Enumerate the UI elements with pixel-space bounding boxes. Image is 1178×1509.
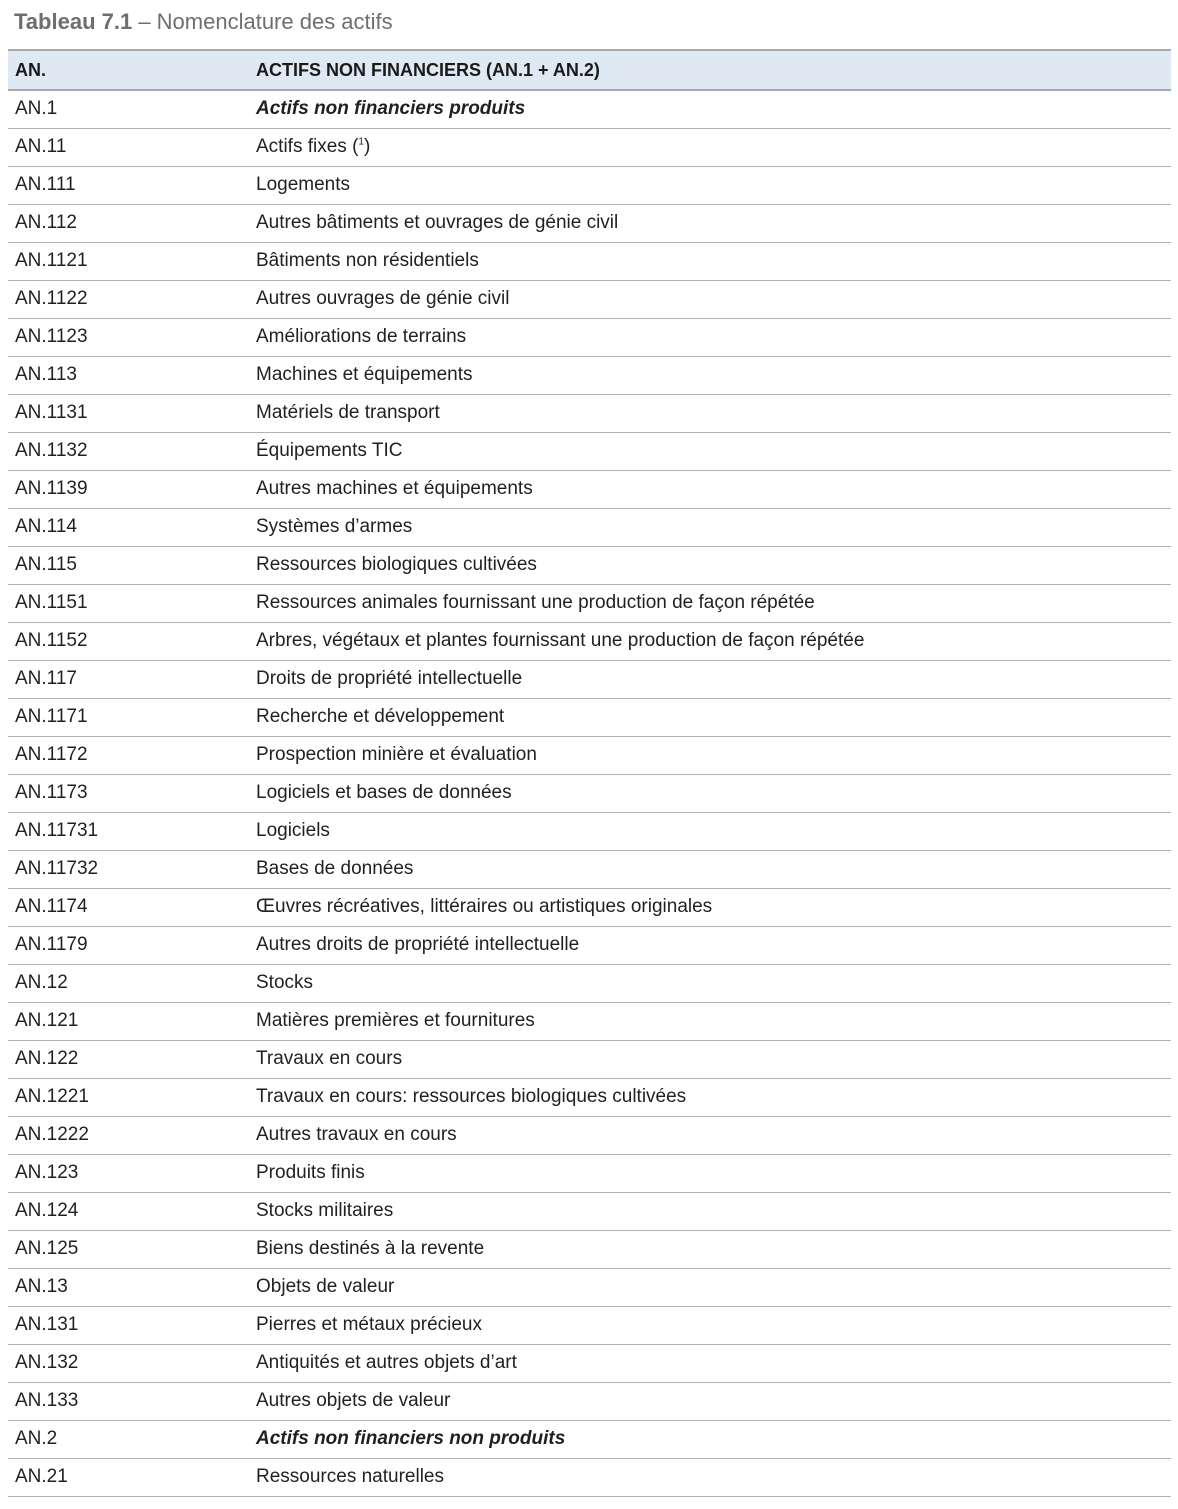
- row-label: [249, 736, 1171, 774]
- table-row: [8, 1192, 1171, 1230]
- row-code: AN.1122: [8, 280, 249, 318]
- table-row: [8, 888, 1171, 926]
- row-code: AN.11: [8, 128, 249, 166]
- row-label: [249, 964, 1171, 1002]
- row-label: [249, 1344, 1171, 1382]
- row-label-text: Matières premières et fournitures: [256, 1010, 535, 1031]
- table-row: [8, 1344, 1171, 1382]
- row-label-text: Ressources naturelles: [256, 1466, 444, 1487]
- row-label-text: Objets de valeur: [256, 1276, 395, 1297]
- row-label-text: Biens destinés à la revente: [256, 1238, 485, 1259]
- table-row: [8, 1230, 1171, 1268]
- row-label: [249, 166, 1171, 204]
- row-code: AN.1121: [8, 242, 249, 280]
- table-row: [8, 128, 1171, 166]
- row-code: AN.112: [8, 204, 249, 242]
- row-label: [249, 280, 1171, 318]
- row-label-text: Logiciels: [256, 820, 330, 841]
- row-label: [249, 660, 1171, 698]
- row-code: AN.1123: [8, 318, 249, 356]
- table-row: [8, 356, 1171, 394]
- row-label-text: Recherche et développement: [256, 706, 505, 727]
- table-row: [8, 242, 1171, 280]
- row-label: [249, 204, 1171, 242]
- row-label-text: Arbres, végétaux et plantes fournissant une production de façon répétée: [256, 630, 865, 651]
- row-label: [249, 1382, 1171, 1420]
- table-row: [8, 584, 1171, 622]
- row-code: AN.123: [8, 1154, 249, 1192]
- row-label-text: Autres objets de valeur: [256, 1390, 451, 1411]
- nomenclature-table: [8, 49, 1171, 1497]
- row-label: [249, 926, 1171, 964]
- row-label-text: Prospection minière et évaluation: [256, 744, 537, 765]
- row-code: AN.13: [8, 1268, 249, 1306]
- row-label-text: Ressources biologiques cultivées: [256, 554, 537, 575]
- row-code: AN.125: [8, 1230, 249, 1268]
- table-row: [8, 1306, 1171, 1344]
- row-label-text: Bâtiments non résidentiels: [256, 250, 479, 271]
- table-row: [8, 850, 1171, 888]
- row-label-text: Œuvres récréatives, littéraires ou artistiques originales: [256, 896, 713, 917]
- row-label: [249, 1458, 1171, 1496]
- row-label-text: Actifs non financiers non produits: [256, 1428, 566, 1449]
- table-row: [8, 1040, 1171, 1078]
- row-label-text: Antiquités et autres objets d’art: [256, 1352, 517, 1373]
- row-label-text: Autres bâtiments et ouvrages de génie civil: [256, 212, 619, 233]
- row-code: AN.1173: [8, 774, 249, 812]
- table-row: [8, 812, 1171, 850]
- table-row: [8, 1382, 1171, 1420]
- row-label-suffix: ): [363, 136, 371, 157]
- row-label-text: Produits finis: [256, 1162, 365, 1183]
- row-label: [249, 394, 1171, 432]
- row-code: AN.133: [8, 1382, 249, 1420]
- row-code: AN.1151: [8, 584, 249, 622]
- row-label-text: Logements: [256, 174, 351, 195]
- row-label-text: Ressources animales fournissant une production de façon répétée: [256, 592, 815, 613]
- row-label: [249, 622, 1171, 660]
- row-label: [249, 546, 1171, 584]
- table-row: [8, 166, 1171, 204]
- row-label: [249, 508, 1171, 546]
- row-label: [249, 242, 1171, 280]
- table-row: [8, 1002, 1171, 1040]
- row-code: AN.11732: [8, 850, 249, 888]
- footnote-marker: 1: [358, 136, 364, 148]
- table-body: [8, 90, 1171, 1496]
- row-code: AN.124: [8, 1192, 249, 1230]
- row-code: AN.1132: [8, 432, 249, 470]
- table-row: [8, 280, 1171, 318]
- row-code: AN.117: [8, 660, 249, 698]
- row-label-text: Équipements TIC: [256, 440, 403, 461]
- row-code: AN.121: [8, 1002, 249, 1040]
- row-code: AN.113: [8, 356, 249, 394]
- row-label: [249, 812, 1171, 850]
- row-label-text: Travaux en cours: ressources biologiques cultivées: [256, 1086, 687, 1107]
- row-label: [249, 1040, 1171, 1078]
- row-code: AN.114: [8, 508, 249, 546]
- row-label: [249, 356, 1171, 394]
- row-label: [249, 850, 1171, 888]
- row-label: [249, 432, 1171, 470]
- row-code: AN.1174: [8, 888, 249, 926]
- table-row: [8, 394, 1171, 432]
- row-label: [249, 1306, 1171, 1344]
- row-label: [249, 1192, 1171, 1230]
- row-code: AN.1152: [8, 622, 249, 660]
- row-code: AN.11731: [8, 812, 249, 850]
- row-label: [249, 1116, 1171, 1154]
- row-label: [249, 774, 1171, 812]
- table-row: [8, 774, 1171, 812]
- row-code: AN.2: [8, 1420, 249, 1458]
- row-label: [249, 1420, 1171, 1458]
- row-code: AN.21: [8, 1458, 249, 1496]
- row-code: AN.115: [8, 546, 249, 584]
- row-label-text: Autres ouvrages de génie civil: [256, 288, 510, 309]
- row-code: AN.1172: [8, 736, 249, 774]
- caption-text: – Nomenclature des actifs: [132, 9, 393, 34]
- table-row: [8, 622, 1171, 660]
- header-label: ACTIFS NON FINANCIERS (AN.1 + AN.2): [249, 50, 1171, 90]
- row-label: [249, 1002, 1171, 1040]
- table-row: [8, 926, 1171, 964]
- table-row: [8, 546, 1171, 584]
- row-label-text: Logiciels et bases de données: [256, 782, 512, 803]
- row-label: [249, 470, 1171, 508]
- row-label: [249, 698, 1171, 736]
- table-row: [8, 1154, 1171, 1192]
- table-row: [8, 660, 1171, 698]
- row-label-text: Machines et équipements: [256, 364, 473, 385]
- row-label-text: Systèmes d’armes: [256, 516, 413, 537]
- row-code: AN.1131: [8, 394, 249, 432]
- row-code: AN.111: [8, 166, 249, 204]
- table-row: [8, 318, 1171, 356]
- row-label-text: Travaux en cours: [256, 1048, 403, 1069]
- table-row: [8, 1116, 1171, 1154]
- table-header-row: [8, 50, 1171, 90]
- row-code: AN.131: [8, 1306, 249, 1344]
- table-row: [8, 698, 1171, 736]
- table-row: [8, 90, 1171, 128]
- row-label-text: Autres machines et équipements: [256, 478, 533, 499]
- row-code: AN.1139: [8, 470, 249, 508]
- table-row: [8, 1420, 1171, 1458]
- row-code: AN.1: [8, 90, 249, 128]
- table-row: [8, 470, 1171, 508]
- row-label: [249, 1078, 1171, 1116]
- row-label-text: Pierres et métaux précieux: [256, 1314, 482, 1335]
- table-row: [8, 1268, 1171, 1306]
- row-label-text: Actifs fixes (: [256, 136, 359, 157]
- caption-label: Tableau 7.1: [14, 9, 133, 34]
- row-label: [249, 888, 1171, 926]
- table-row: [8, 1458, 1171, 1496]
- row-label-text: Autres droits de propriété intellectuelle: [256, 934, 580, 955]
- table-row: [8, 508, 1171, 546]
- row-label-text: Stocks militaires: [256, 1200, 394, 1221]
- row-label-text: Actifs non financiers produits: [256, 98, 526, 120]
- row-code: AN.1222: [8, 1116, 249, 1154]
- row-code: AN.122: [8, 1040, 249, 1078]
- table-row: [8, 1078, 1171, 1116]
- table-row: [8, 736, 1171, 774]
- header-code: AN.: [8, 50, 249, 90]
- row-label-text: Bases de données: [256, 858, 414, 879]
- row-label-text: Autres travaux en cours: [256, 1124, 457, 1145]
- row-code: AN.1179: [8, 926, 249, 964]
- row-label-text: Droits de propriété intellectuelle: [256, 668, 523, 689]
- row-label-text: Stocks: [256, 972, 314, 993]
- row-code: AN.1221: [8, 1078, 249, 1116]
- row-label: [249, 584, 1171, 622]
- table-row: [8, 432, 1171, 470]
- row-label-text: Matériels de transport: [256, 402, 440, 423]
- table-row: [8, 964, 1171, 1002]
- row-label: [249, 90, 1171, 128]
- row-label-text: Améliorations de terrains: [256, 326, 467, 347]
- row-label: [249, 318, 1171, 356]
- table-caption: [14, 6, 393, 38]
- row-label: [249, 1154, 1171, 1192]
- row-code: AN.12: [8, 964, 249, 1002]
- row-code: AN.132: [8, 1344, 249, 1382]
- row-label: [249, 1268, 1171, 1306]
- row-label: [249, 128, 1171, 166]
- row-label: [249, 1230, 1171, 1268]
- table-row: [8, 204, 1171, 242]
- row-code: AN.1171: [8, 698, 249, 736]
